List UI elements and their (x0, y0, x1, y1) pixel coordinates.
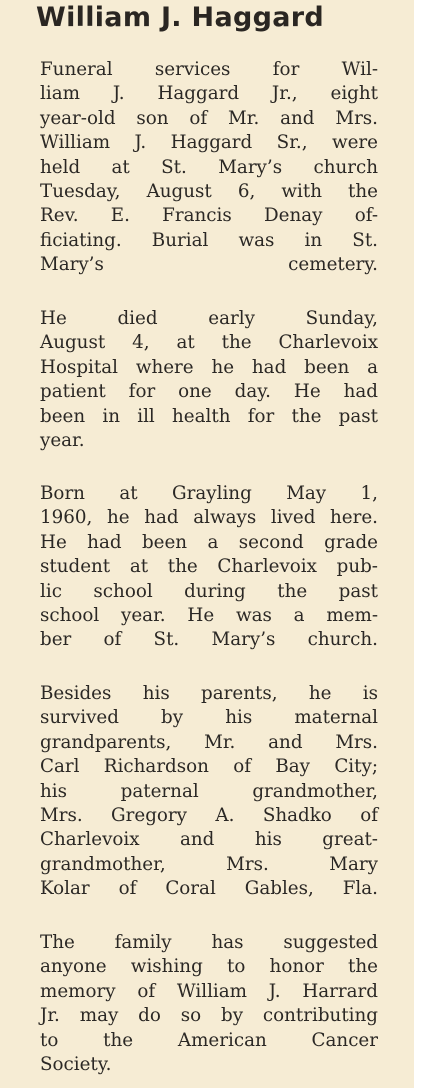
paragraph-memorial: The family has suggested anyone wishing to honor the memory of William J. Harrard Jr. may do so by contributing to the American Cancer Society. (40, 932, 378, 1076)
paragraph-death: He died early Sunday, August 4, at the Charlevoix Hospital where he had been a patient for one day. He had been in ill health for the past year. (40, 308, 378, 452)
obituary-headline: William J. Haggard (36, 2, 324, 33)
paragraph-funeral-services: Funeral services for Wil- liam J. Haggard Jr., eight year-old son of Mr. and Mrs. William J. Haggard Sr., were held at St. Mary’s church Tuesday, August 6, with the Rev. E. Francis Denay of- ficiating. Burial was in St. Mary’s cemetery. (40, 59, 378, 276)
paragraph-survivors: Besides his parents, he is survived by his maternal grandparents, Mr. and Mrs. Carl Richardson of Bay City; his paternal grandmother, Mrs. Gregory A. Shadko of Charlevoix and his great- grandmother, Mrs. Mary Kolar of Coral Gables, Fla. (40, 683, 378, 900)
page-margin (414, 0, 432, 1088)
paragraph-birth: Born at Grayling May 1, 1960, he had always lived here. He had been a second grade student at the Charlevoix pub- lic school during the past school year. He was a mem- ber of St. Mary’s church. (40, 483, 378, 651)
